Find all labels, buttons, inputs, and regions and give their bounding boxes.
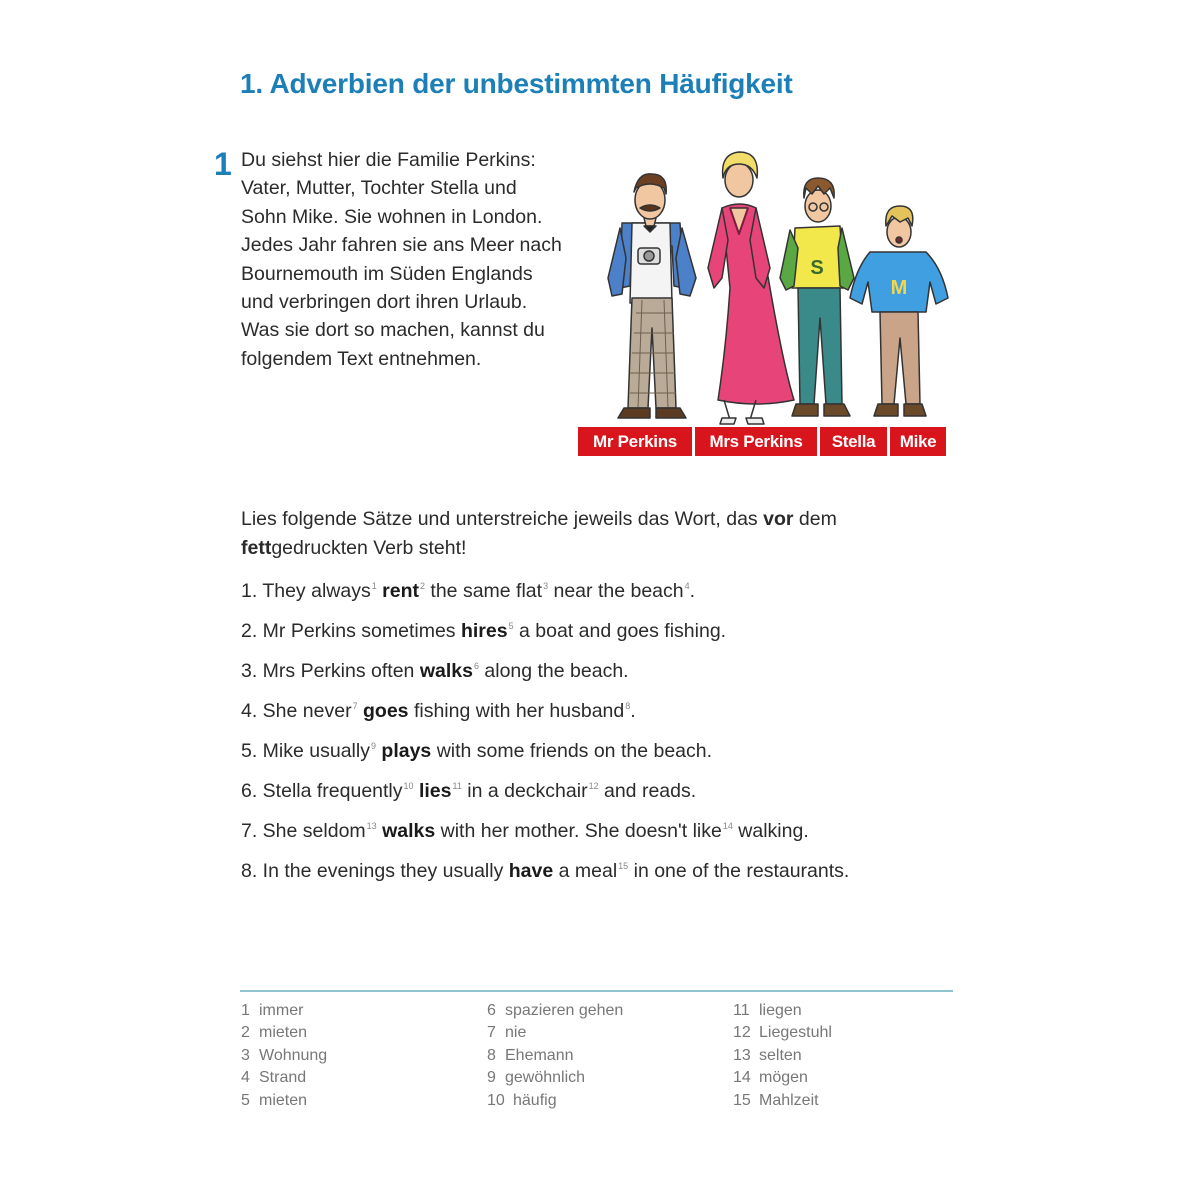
exercise-instruction [241,505,961,563]
instruction-text: Lies folgende Sätze und unterstreiche jeweils das Wort, das [241,508,764,530]
sentence-item [241,852,849,892]
exercise-number: 1 [214,146,232,182]
label-mr-perkins: Mr Perkins [578,427,692,456]
mike-shirt-letter: M [890,277,908,299]
vocabulary-entry [487,1090,623,1112]
footnote-number: 5 [508,621,514,631]
footnote-number: 10 [403,781,414,791]
sentence-text: in one of the restaurants. [628,860,850,882]
intro-line: Sohn Mike. Sie wohnen in London. [241,205,543,228]
sentence-list [241,572,849,892]
vocabulary-word: liegen [759,1002,802,1019]
vocabulary-entry [487,1000,623,1022]
vocabulary-entry [733,1045,832,1067]
footnote-number: 1 [371,581,377,591]
bold-verb: plays [381,740,432,762]
vocabulary-word: Liegestuhl [759,1024,832,1042]
sentence-text: the same flat [425,580,543,602]
vocabulary-number: 4 [241,1069,250,1087]
vocabulary-word: immer [259,1002,304,1019]
vocabulary-entry [487,1045,623,1067]
stella-figure [780,178,854,416]
intro-line: Bournemouth im Süden Englands [241,262,533,285]
sentence-text: 2. Mr Perkins sometimes [241,620,461,642]
vocabulary-word: nie [505,1024,527,1042]
mrs-perkins-figure [708,152,794,424]
intro-line: Vater, Mutter, Tochter Stella und [241,177,517,200]
sentence-text: near the beach [548,580,684,602]
instruction-text: gedruckten Verb steht! [271,537,467,559]
sentence-text: a boat and goes fishing. [513,620,727,642]
footnote-number: 12 [588,781,599,791]
vocabulary-number: 8 [487,1046,496,1064]
sentence-text: 1. They always [241,580,371,602]
vocabulary-entry [241,1090,327,1112]
vocabulary-entry [487,1022,623,1044]
label-mike: Mike [890,427,946,456]
vocabulary-number: 1 [241,1002,250,1019]
vocabulary-entry [241,1067,327,1089]
vocabulary-number: 11 [733,1002,750,1019]
vocabulary-column-2 [487,1000,623,1112]
vocabulary-entry [487,1067,623,1089]
sentence-text: with some friends on the beach. [431,740,713,762]
footnote-number: 4 [684,581,690,591]
sentence-item [241,812,849,852]
vocabulary-word: selten [759,1046,802,1064]
vocabulary-number: 6 [487,1002,496,1019]
footnote-number: 13 [366,821,377,831]
instruction-bold-fett: fett [241,537,272,559]
sentence-text: in a deckchair [461,780,588,802]
vocabulary-entry [241,1000,327,1022]
vocabulary-number: 5 [241,1091,250,1109]
vocabulary-divider [240,990,953,992]
vocabulary-number: 9 [487,1069,496,1087]
sentence-item [241,732,849,772]
bold-verb: goes [363,700,409,722]
vocabulary-word: mögen [759,1069,808,1087]
intro-line: Du siehst hier die Familie Perkins: [241,149,536,171]
footnote-number: 11 [452,781,462,791]
intro-text [241,146,591,373]
perkins-family-illustration [580,128,960,428]
footnote-number: 2 [419,581,425,591]
vocabulary-number: 10 [487,1091,505,1109]
sentence-text: 8. In the evenings they usually [241,860,509,882]
sentence-item [241,772,849,812]
footnote-number: 14 [722,821,733,831]
vocabulary-number: 12 [733,1024,751,1042]
vocabulary-word: mieten [259,1091,308,1109]
footnote-number: 15 [618,861,629,871]
mr-perkins-figure [608,174,696,418]
intro-line: folgendem Text entnehmen. [241,347,482,370]
vocabulary-word: Wohnung [259,1046,328,1064]
bold-verb: walks [382,820,436,842]
intro-line: und verbringen dort ihren Urlaub. [241,291,528,314]
footnote-number: 9 [370,741,376,751]
vocabulary-word: mieten [259,1024,308,1042]
vocabulary-entry [733,1090,832,1112]
sentence-item [241,612,849,652]
sentence-text: . [689,580,696,602]
label-stella: Stella [820,427,887,456]
sentence-text: 5. Mike usually [241,740,370,762]
vocabulary-number: 2 [241,1024,250,1042]
vocabulary-word: Ehemann [505,1046,574,1064]
mike-figure [850,206,948,416]
vocabulary-entry [733,1067,832,1089]
vocabulary-number: 3 [241,1046,250,1064]
label-mrs-perkins: Mrs Perkins [695,427,817,456]
family-name-labels [578,427,946,456]
vocabulary-number: 14 [733,1069,751,1087]
instruction-text: dem [793,508,837,530]
vocabulary-word: Mahlzeit [759,1091,819,1109]
sentence-text: 6. Stella frequently [241,780,403,802]
footnote-number: 7 [352,701,358,711]
bold-verb: rent [382,580,419,602]
bold-verb: have [508,860,554,882]
sentence-item [241,652,849,692]
sentence-text: fishing with her husband [408,700,625,722]
sentence-text: 7. She seldom [241,820,366,842]
intro-line: Was sie dort so machen, kannst du [241,319,545,342]
sentence-text: 3. Mrs Perkins often [241,660,420,682]
vocabulary-word: gewöhnlich [505,1069,586,1087]
vocabulary-column-3 [733,1000,832,1112]
sentence-item [241,572,849,612]
sentence-text: 4. She never [241,700,352,722]
page-title: 1. Adverbien der unbestimmten Häufigkeit [240,68,793,99]
sentence-text: with her mother. She doesn't like [435,820,722,842]
sentence-text: a meal [553,860,618,882]
vocabulary-number: 13 [733,1046,751,1064]
sentence-text: walking. [732,820,809,842]
vocabulary-column-1 [241,1000,327,1112]
sentence-text: along the beach. [478,660,629,682]
sentence-text: and reads. [598,780,697,802]
vocabulary-entry [733,1000,832,1022]
footnote-number: 6 [473,661,479,671]
bold-verb: hires [460,620,508,642]
sentence-item [241,692,849,732]
sentence-text: . [630,700,636,722]
footnote-number: 3 [543,581,549,591]
bold-verb: walks [419,660,473,682]
vocabulary-word: Strand [259,1069,307,1087]
vocabulary-entry [241,1045,327,1067]
bold-verb: lies [418,780,452,802]
stella-shirt-letter: S [810,257,824,279]
vocabulary-number: 15 [733,1091,751,1109]
intro-line: Jedes Jahr fahren sie ans Meer nach [241,234,562,257]
instruction-bold-vor: vor [763,508,794,530]
vocabulary-entry [733,1022,832,1044]
vocabulary-word: spazieren gehen [505,1002,624,1019]
footnote-number: 8 [625,701,631,711]
vocabulary-entry [241,1022,327,1044]
vocabulary-number: 7 [487,1024,496,1042]
vocabulary-word: häufig [513,1091,557,1109]
